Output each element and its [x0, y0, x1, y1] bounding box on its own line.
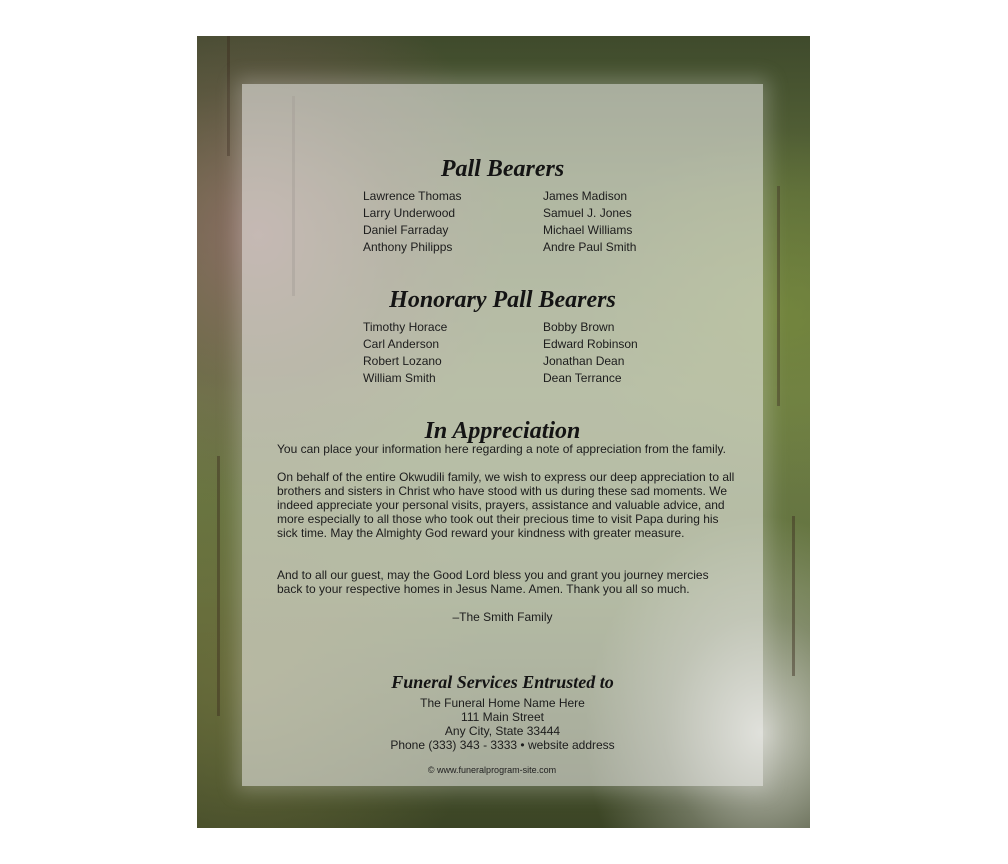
pall-bearers-right-column: [543, 188, 636, 256]
bearer-name: Michael Williams: [543, 223, 633, 237]
funeral-home-city: Any City, State 33444: [444, 724, 561, 738]
bearer-name: Jonathan Dean: [543, 354, 625, 368]
appreciation-signature: –The Smith Family: [452, 610, 553, 624]
honorary-left-column: [363, 319, 447, 387]
bearer-name: Lawrence Thomas: [363, 189, 462, 203]
bearer-name: Timothy Horace: [363, 320, 448, 334]
appreciation-title: In Appreciation: [424, 418, 581, 444]
program-page: [197, 36, 810, 828]
bearer-name: Edward Robinson: [543, 337, 638, 351]
bearer-name: Bobby Brown: [543, 320, 615, 334]
content-panel: [242, 84, 763, 786]
bearer-name: Carl Anderson: [363, 337, 440, 351]
pall-bearers-left-column: [363, 188, 462, 256]
bearer-name: Andre Paul Smith: [543, 240, 637, 254]
bearer-name: William Smith: [363, 371, 436, 385]
funeral-home-name: The Funeral Home Name Here: [420, 696, 585, 710]
appreciation-paragraph: And to all our guest, may the Good Lord bless you and grant you journey mercies back to your respective homes in Jesus Name. Amen. Thank you all so much.: [277, 568, 709, 596]
funeral-home-contact: Phone (333) 343 - 3333 • website address: [390, 738, 615, 752]
copyright-notice: © www.funeralprogram-site.com: [427, 765, 557, 775]
funeral-services-title: Funeral Services Entrusted to: [391, 672, 614, 692]
bearer-name: Samuel J. Jones: [543, 206, 632, 220]
background-tree: [217, 456, 220, 716]
pall-bearers-title: Pall Bearers: [440, 156, 565, 182]
bearer-name: Larry Underwood: [363, 206, 456, 220]
honorary-pall-bearers-title: Honorary Pall Bearers: [389, 287, 616, 313]
background-tree: [227, 36, 230, 156]
funeral-home-street: 111 Main Street: [461, 710, 544, 724]
bearer-name: Daniel Farraday: [363, 223, 449, 237]
bearer-name: Anthony Philipps: [363, 240, 453, 254]
background-tree: [792, 516, 795, 676]
appreciation-intro: You can place your information here regarding a note of appreciation from the family.: [277, 442, 726, 456]
background-tree: [777, 186, 780, 406]
bearer-name: James Madison: [543, 189, 628, 203]
appreciation-paragraph: On behalf of the entire Okwudili family, we wish to express our deep appreciation to all brothers and sisters in Christ who have stood with us during these sad moments. We indeed appreciate your personal visits, prayers, assistance and valuable advice, and more especially to all those who took out their precious time to visit Papa during his sick time. May the Almighty God reward your kindness with greater measure.: [277, 470, 735, 540]
bearer-name: Dean Terrance: [543, 371, 622, 385]
bearer-name: Robert Lozano: [363, 354, 442, 368]
honorary-right-column: [543, 319, 638, 387]
